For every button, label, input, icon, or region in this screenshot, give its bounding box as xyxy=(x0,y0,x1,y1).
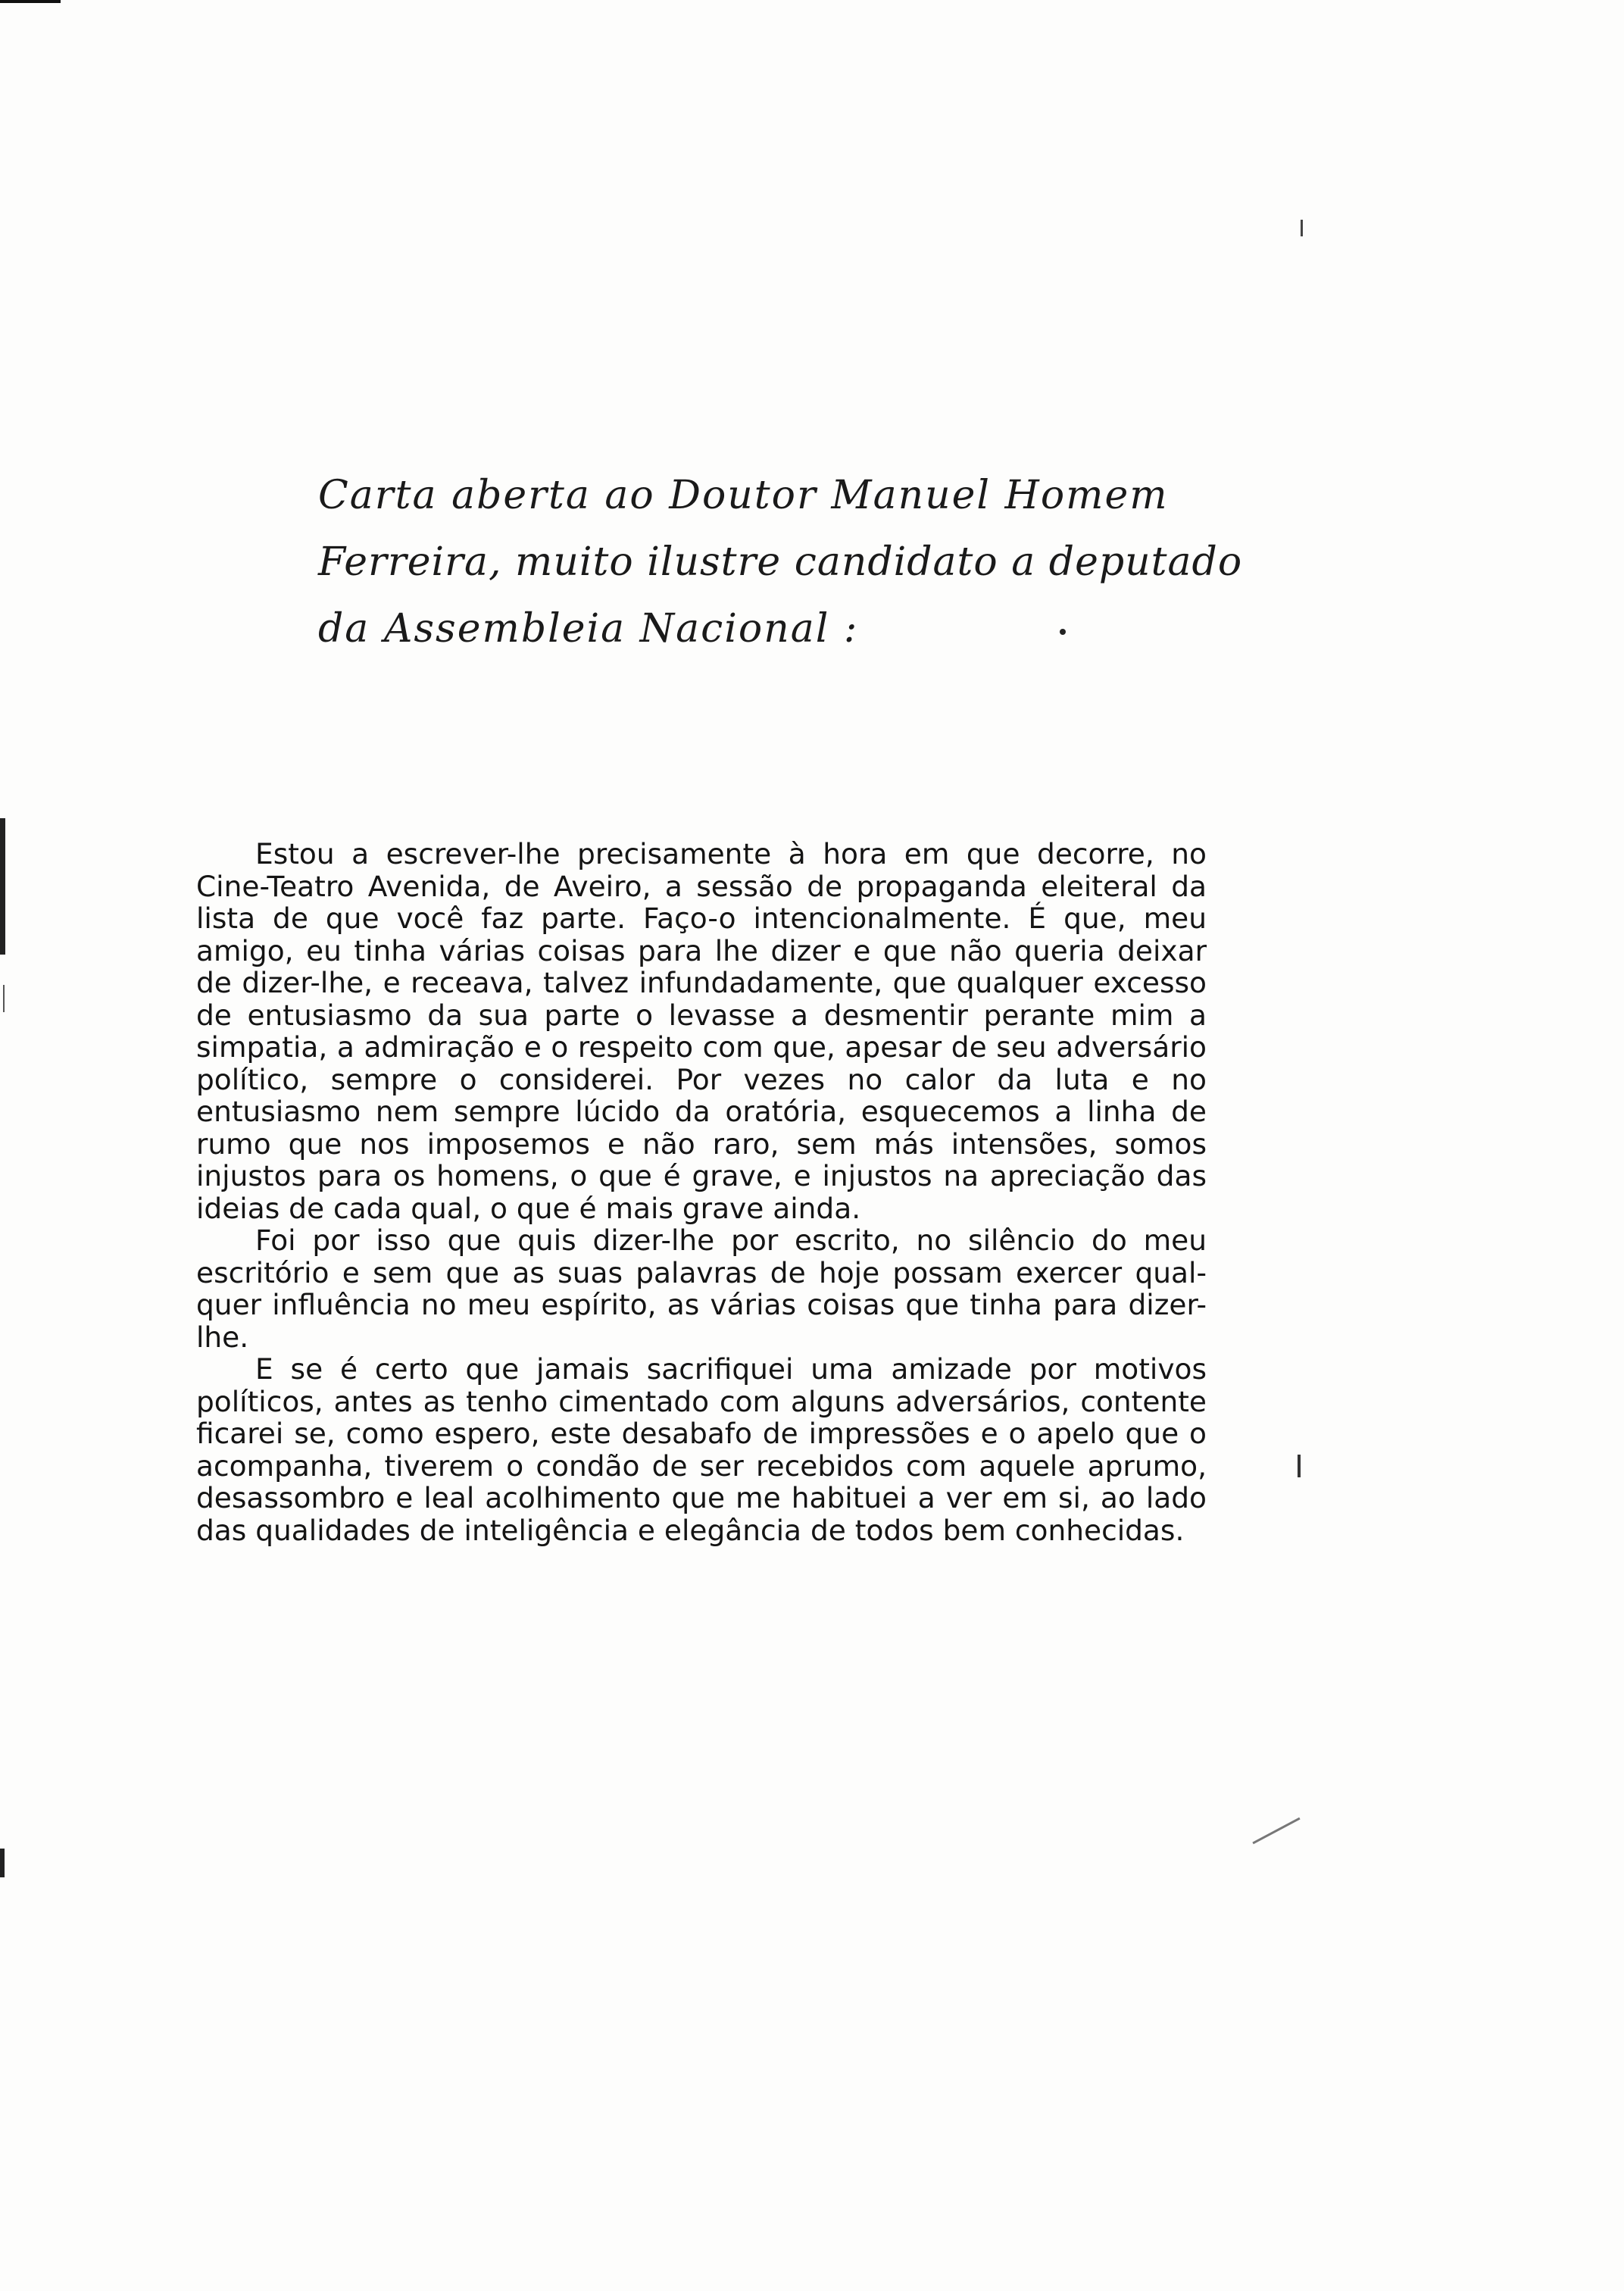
scan-artifact-left-mark xyxy=(0,1849,5,1877)
scan-artifact-stroke xyxy=(1252,1817,1300,1845)
paragraph-3: E se é certo que jamais sacrifiquei uma amizade por motivos políticos, antes as tenho cimentado com alguns adversários, contente ficarei se, como espero, este desabafo de impressões e o apelo que o acompanha, tiverem o condão de ser recebidos com aquele aprumo, desassombro e leal acolhimento que me habituei a ver em si, ao lado das qualidades de inteligência e elegância de todos bem conhecidas. xyxy=(196,1352,1207,1547)
heading-line-3: da Assembleia Nacional : xyxy=(318,606,859,652)
heading-line-2: Ferreira, muito ilustre candidato a deputado xyxy=(318,539,1243,585)
paragraph-1: Estou a escrever-lhe precisamente à hora em que decorre, no Cine-Teatro Avenida, de Aveiro, a sessão de propaganda eleiteral da lista de que você faz parte. Faço-o intencionalmente. É que, meu amigo, eu tinha várias coisas para lhe dizer e que não queria deixar de dizer-lhe, e receava, talvez infundadamente, que qualquer excesso de entusiasmo da sua parte o levasse a desmentir perante mim a simpatia, a admiração e o respeito com que, apesar de seu adversário político, sempre o considerei. Por vezes no calor da luta e no entusiasmo nem sempre lúcido da oratória, esquecemos a linha de rumo que nos imposemos e não raro, sem más intensões, somos injustos para os homens, o que é grave, e injustos na apreciação das ideias de cada qual, o que é mais grave ainda. xyxy=(196,837,1207,1225)
heading-line-1: Carta aberta ao Doutor Manuel Homem xyxy=(318,473,1169,518)
scan-artifact-left-tick xyxy=(3,985,5,1012)
letter-body xyxy=(196,838,1207,1546)
scan-edge-mark xyxy=(0,0,61,3)
scan-artifact-right-dash xyxy=(1301,220,1303,236)
paragraph-2: Foi por isso que quis dizer-lhe por escrito, no silêncio do meu escritório e sem que as suas palavras de hoje possam exercer qualquer influência no meu espírito, as várias coisas que tinha para dizer-lhe. xyxy=(196,1224,1207,1354)
letter-heading xyxy=(318,462,1243,662)
scan-artifact-right-dot xyxy=(1298,1455,1301,1477)
scan-artifact-heading-dot xyxy=(1060,629,1066,635)
scan-artifact-left-bar xyxy=(0,818,5,955)
